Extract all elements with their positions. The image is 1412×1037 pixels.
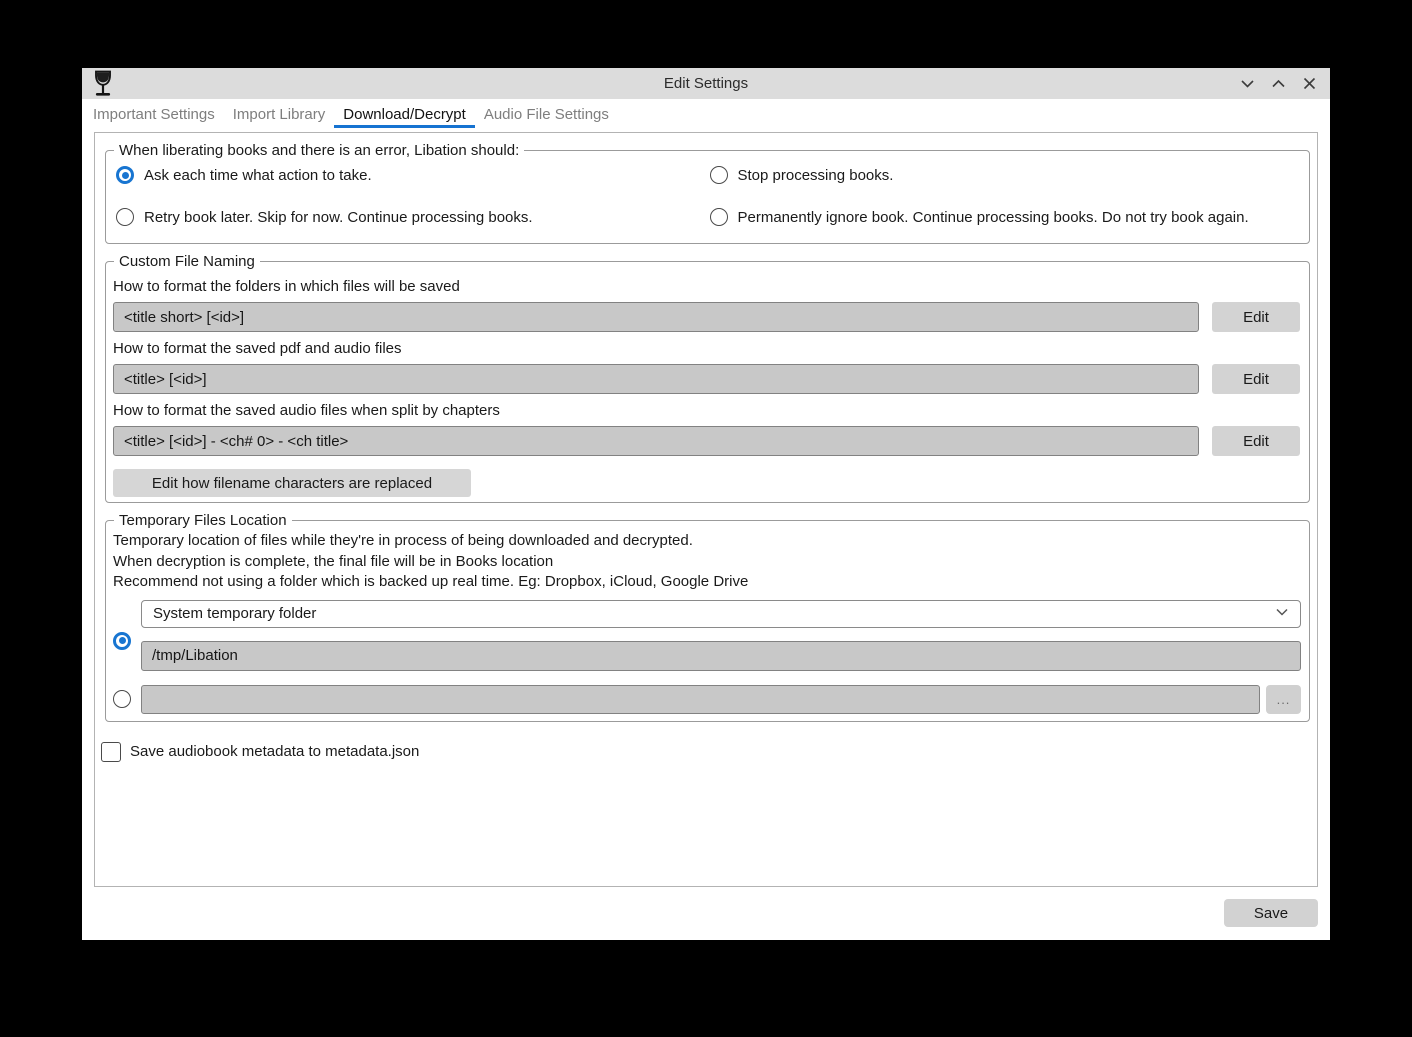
metadata-checkbox[interactable] — [101, 742, 121, 762]
error-behavior-options — [112, 159, 1303, 243]
edit-replacement-chars-button[interactable]: Edit how filename characters are replaced — [113, 469, 471, 497]
file-format-edit-button[interactable]: Edit — [1212, 364, 1300, 394]
metadata-checkbox-label: Save audiobook metadata to metadata.json — [130, 743, 420, 760]
temp-location-options — [113, 600, 1302, 714]
tab-important-settings[interactable]: Important Settings — [93, 106, 215, 123]
radio-retry-later[interactable] — [116, 208, 710, 226]
radio-label: Permanently ignore book. Continue processing books. Do not try book again. — [737, 208, 1249, 226]
chapter-format-edit-button[interactable]: Edit — [1212, 426, 1300, 456]
temp-location-description-1: Temporary location of files while they're in process of being downloaded and decrypted. — [113, 532, 693, 549]
window-title: Edit Settings — [663, 75, 749, 92]
tab-import-library[interactable]: Import Library — [232, 106, 326, 123]
close-icon[interactable] — [1300, 74, 1319, 93]
system-temp-row — [113, 641, 1302, 671]
radio-label: Ask each time what action to take. — [144, 166, 372, 184]
radio-custom-folder[interactable] — [113, 690, 131, 708]
file-format-label: How to format the saved pdf and audio files — [113, 340, 402, 357]
window-controls — [1238, 74, 1319, 93]
radio-ask-each-time[interactable] — [116, 166, 710, 184]
radio-permanently-ignore[interactable] — [710, 208, 1304, 226]
download-decrypt-panel — [94, 132, 1318, 887]
custom-file-naming-group — [105, 253, 1310, 503]
temp-folder-dropdown[interactable] — [141, 600, 1301, 628]
wine-glass-icon — [92, 70, 114, 97]
tab-download-decrypt[interactable]: Download/Decrypt — [334, 99, 475, 128]
temp-dropdown-row — [113, 600, 1302, 628]
custom-file-naming-legend: Custom File Naming — [119, 253, 255, 270]
chevron-down-icon — [1274, 604, 1290, 624]
edit-settings-window — [82, 68, 1330, 940]
radio-stop-processing[interactable] — [710, 166, 1304, 184]
file-format-row — [113, 364, 1303, 394]
metadata-checkbox-row[interactable] — [101, 742, 1317, 762]
radio-icon[interactable] — [710, 208, 728, 226]
temp-location-description-3: Recommend not using a folder which is backed up real time. Eg: Dropbox, iCloud, Google Drive — [113, 573, 749, 590]
browse-button[interactable]: ... — [1266, 685, 1301, 714]
error-behavior-legend: When liberating books and there is an error, Libation should: — [119, 142, 520, 159]
radio-label: Retry book later. Skip for now. Continue processing books. — [144, 208, 533, 226]
tab-bar — [82, 99, 1330, 128]
system-temp-path-field: /tmp/Libation — [141, 641, 1301, 671]
temp-files-location-legend: Temporary Files Location — [119, 512, 287, 529]
file-format-input[interactable]: <title> [<id>] — [113, 364, 1199, 394]
chapter-format-row — [113, 426, 1303, 456]
radio-selected-icon[interactable] — [116, 166, 134, 184]
save-button[interactable]: Save — [1224, 899, 1318, 927]
tab-audio-file-settings[interactable]: Audio File Settings — [483, 106, 609, 123]
chapter-format-label: How to format the saved audio files when split by chapters — [113, 402, 500, 419]
error-behavior-group — [105, 142, 1310, 244]
chapter-format-input[interactable]: <title> [<id>] - <ch# 0> - <ch title> — [113, 426, 1199, 456]
temp-files-location-group — [105, 512, 1310, 722]
custom-folder-row — [113, 685, 1302, 714]
radio-icon[interactable] — [116, 208, 134, 226]
save-row — [82, 899, 1318, 927]
custom-folder-path-field[interactable] — [141, 685, 1260, 714]
folder-format-row — [113, 302, 1303, 332]
radio-icon[interactable] — [710, 166, 728, 184]
folder-format-input[interactable]: <title short> [<id>] — [113, 302, 1199, 332]
titlebar — [82, 68, 1330, 99]
folder-format-edit-button[interactable]: Edit — [1212, 302, 1300, 332]
chevron-up-icon[interactable] — [1269, 74, 1288, 93]
temp-location-description-2: When decryption is complete, the final file will be in Books location — [113, 552, 554, 570]
temp-folder-dropdown-value: System temporary folder — [153, 605, 317, 622]
folder-format-label: How to format the folders in which files will be saved — [113, 278, 460, 295]
radio-label: Stop processing books. — [737, 166, 894, 184]
radio-system-temp-selected[interactable] — [113, 632, 131, 650]
chevron-down-icon[interactable] — [1238, 74, 1257, 93]
